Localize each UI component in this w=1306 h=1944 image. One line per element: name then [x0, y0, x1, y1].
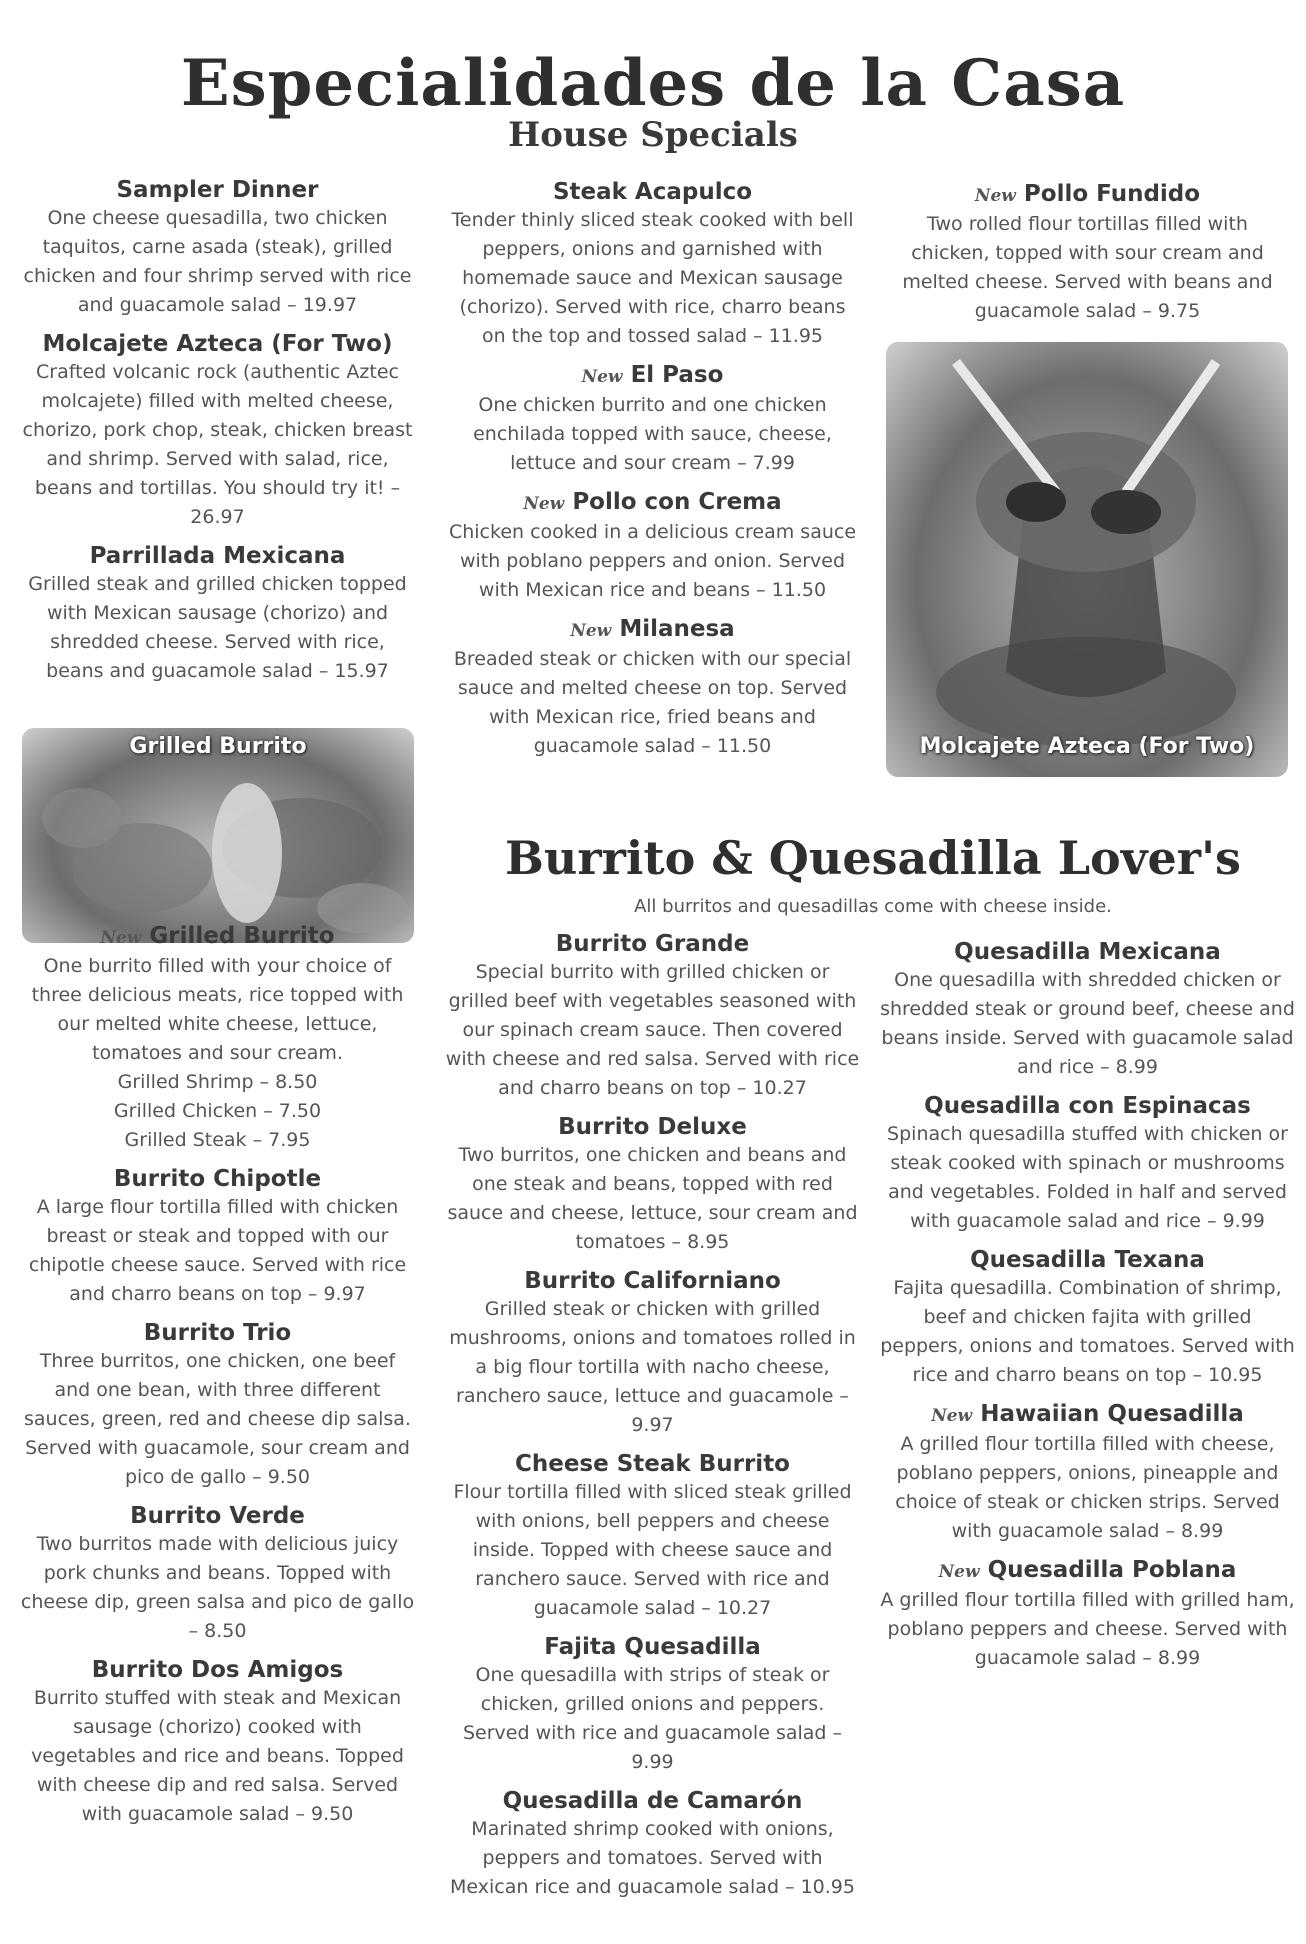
- menu-item: [445, 488, 860, 605]
- menu-item-description: A grilled flour tortilla filled with grilled ham, poblano peppers and cheese. Served with guacamole salad – 8.99: [880, 1589, 1295, 1669]
- menu-item: [445, 361, 860, 478]
- menu-item: [445, 930, 860, 1103]
- right-column: [885, 180, 1290, 336]
- menu-item-description: Grilled steak and grilled chicken topped with Mexican sausage (chorizo) and shredded cheese. Served with rice, beans and guacamole salad – 15.97: [28, 573, 407, 682]
- menu-item-description: Chicken cooked in a delicious cream sauce with poblano peppers and onion. Served with Mexican rice and beans – 11.50: [448, 521, 857, 601]
- menu-item-title: Hawaiian Quesadilla: [980, 1401, 1244, 1427]
- menu-item-title: Quesadilla con Espinacas: [924, 1093, 1251, 1119]
- menu-item-description: Special burrito with grilled chicken or grilled beef with vegetables seasoned with our spinach cream sauce. Then covered with cheese and red salsa. Served with rice and charro beans on top – 10.27: [445, 961, 860, 1099]
- menu-item-description: Spinach quesadilla stuffed with chicken or steak cooked with spinach or mushrooms and vegetables. Folded in half and served with guacamole salad and rice – 9.99: [887, 1123, 1288, 1232]
- menu-item-name: [20, 1165, 415, 1193]
- menu-item-title: Milanesa: [619, 616, 735, 642]
- new-badge: New: [938, 1562, 980, 1582]
- menu-item-title: Burrito Trio: [143, 1320, 292, 1346]
- menu-item-title: Burrito Deluxe: [558, 1114, 747, 1140]
- food-image-icon: [886, 342, 1288, 777]
- molcajete-photo: [886, 342, 1288, 777]
- menu-item: [445, 1633, 860, 1777]
- menu-item-name: [20, 1319, 415, 1347]
- left-column: [20, 176, 415, 696]
- section-title: Burrito & Quesadilla Lover's: [505, 831, 1241, 885]
- menu-item-title: Burrito Verde: [130, 1503, 305, 1529]
- menu-item-name: [880, 1092, 1295, 1120]
- menu-item: [445, 1113, 860, 1257]
- menu-item-description: Burrito stuffed with steak and Mexican sausage (chorizo) cooked with vegetables and rice and beans. Topped with cheese dip and red salsa. Served with guacamole salad – 9.50: [31, 1687, 404, 1825]
- menu-item-name: [880, 1556, 1295, 1586]
- menu-item: [20, 542, 415, 686]
- menu-item: [885, 180, 1290, 326]
- menu-item-name: [880, 1246, 1295, 1274]
- menu-item: [20, 1502, 415, 1646]
- burrito-middle-column: [445, 930, 860, 1912]
- menu-item-title: Parrillada Mexicana: [89, 543, 346, 569]
- menu-item-name: [885, 180, 1290, 210]
- page-subtitle: House Specials: [508, 115, 798, 155]
- menu-item-option: Grilled Chicken – 7.50: [113, 1100, 322, 1122]
- menu-item-name: [445, 1267, 860, 1295]
- menu-item-title: Pollo Fundido: [1023, 181, 1201, 207]
- menu-item: [880, 938, 1295, 1082]
- menu-item-title: Steak Acapulco: [552, 179, 753, 205]
- menu-item-name: [20, 176, 415, 204]
- menu-item-description: One cheese quesadilla, two chicken taquitos, carne asada (steak), grilled chicken and four shrimp served with rice and guacamole salad – 19.97: [23, 207, 412, 316]
- menu-item-description: Two rolled flour tortillas filled with chicken, topped with sour cream and melted cheese. Served with beans and guacamole salad – 9.75: [902, 213, 1273, 322]
- menu-item-description: Flour tortilla filled with sliced steak grilled with onions, bell peppers and cheese inside. Topped with cheese sauce and ranchero sauce. Served with rice and guacamole salad – 10.27: [453, 1481, 852, 1619]
- menu-item-title: Cheese Steak Burrito: [514, 1451, 790, 1477]
- menu-item-name: [20, 922, 415, 952]
- new-badge: New: [974, 186, 1016, 206]
- menu-item-name: [20, 542, 415, 570]
- menu-item: [445, 1450, 860, 1623]
- menu-item-title: Burrito Dos Amigos: [91, 1657, 344, 1683]
- menu-item-description: Marinated shrimp cooked with onions, peppers and tomatoes. Served with Mexican rice and guacamole salad – 10.95: [450, 1818, 855, 1898]
- menu-item-name: [880, 1400, 1295, 1430]
- menu-item-description: One burrito filled with your choice of three delicious meats, rice topped with our melted white cheese, lettuce, tomatoes and sour cream.: [31, 955, 404, 1064]
- menu-item-description: A large flour tortilla filled with chicken breast or steak and topped with our chipotle cheese sauce. Served with rice and charro beans on top – 9.97: [28, 1196, 407, 1305]
- menu-item-title: Quesadilla Texana: [970, 1247, 1205, 1273]
- menu-item-name: [445, 1787, 860, 1815]
- middle-column: [445, 178, 860, 771]
- new-badge: New: [100, 928, 142, 948]
- menu-item-description: A grilled flour tortilla filled with cheese, poblano peppers, onions, pineapple and choice of steak or chicken strips. Served with guacamole salad – 8.99: [895, 1433, 1280, 1542]
- menu-item: [445, 1267, 860, 1440]
- menu-item-title: Burrito Chipotle: [113, 1166, 322, 1192]
- menu-item: [880, 1556, 1295, 1673]
- page-title: Especialidades de la Casa: [180, 46, 1126, 121]
- menu-item-description: Breaded steak or chicken with our special sauce and melted cheese on top. Served with Mexican rice, fried beans and guacamole salad – 11.50: [453, 648, 852, 757]
- menu-item-title: Molcajete Azteca (For Two): [42, 331, 393, 357]
- menu-item-title: Pollo con Crema: [572, 489, 782, 515]
- section-note: All burritos and quesadillas come with cheese inside.: [634, 896, 1112, 917]
- menu-item: [445, 615, 860, 761]
- new-badge: New: [570, 621, 612, 641]
- menu-item-name: [445, 615, 860, 645]
- menu-item-name: [880, 938, 1295, 966]
- menu-item-name: [445, 178, 860, 206]
- menu-item-name: [445, 488, 860, 518]
- menu-item: [20, 330, 415, 532]
- photo-caption: Molcajete Azteca (For Two): [919, 734, 1255, 759]
- menu-item: [880, 1092, 1295, 1236]
- menu-item-description: One quesadilla with strips of steak or chicken, grilled onions and peppers. Served with rice and guacamole salad – 9.99: [462, 1664, 843, 1773]
- menu-item: [20, 1165, 415, 1309]
- menu-item-name: [445, 1450, 860, 1478]
- menu-item: [880, 1246, 1295, 1390]
- menu-item-description: One chicken burrito and one chicken enchilada topped with sauce, cheese, lettuce and sour cream – 7.99: [473, 394, 832, 474]
- menu-item-description: Tender thinly sliced steak cooked with bell peppers, onions and garnished with homemade sauce and Mexican sausage (chorizo). Served with rice, charro beans on the top and tossed salad – 11.95: [451, 209, 854, 347]
- menu-item-name: [20, 1502, 415, 1530]
- menu-item-name: [445, 361, 860, 391]
- menu-item-name: [445, 1113, 860, 1141]
- left-column-lower: [20, 922, 415, 1839]
- menu-item: [445, 178, 860, 351]
- menu-item: [20, 176, 415, 320]
- menu-item-name: [445, 930, 860, 958]
- menu-item-option: Grilled Steak – 7.95: [124, 1129, 311, 1151]
- menu-item-title: Burrito Californiano: [524, 1268, 781, 1294]
- menu-item-title: Quesadilla de Camarón: [502, 1788, 803, 1814]
- new-badge: New: [581, 367, 623, 387]
- menu-item-title: El Paso: [630, 362, 724, 388]
- menu-item-name: [20, 330, 415, 358]
- menu-item: [20, 922, 415, 1155]
- new-badge: New: [523, 494, 565, 514]
- menu-item-description: Fajita quesadilla. Combination of shrimp, beef and chicken fajita with grilled peppers, onions and tomatoes. Served with rice and charro beans on top – 10.95: [880, 1277, 1295, 1386]
- food-image-icon: [22, 728, 414, 943]
- menu-item-description: Two burritos, one chicken and beans and one steak and beans, topped with red sauce and cheese, lettuce, sour cream and tomatoes – 8.95: [447, 1144, 858, 1253]
- menu-item: [880, 1400, 1295, 1546]
- menu-item-title: Fajita Quesadilla: [544, 1634, 761, 1660]
- grilled-burrito-photo: [22, 728, 414, 943]
- menu-item-description: Grilled steak or chicken with grilled mushrooms, onions and tomatoes rolled in a big flour tortilla with nacho cheese, ranchero sauce, lettuce and guacamole – 9.97: [449, 1298, 856, 1436]
- menu-item-description: Two burritos made with delicious juicy pork chunks and beans. Topped with cheese dip, green salsa and pico de gallo – 8.50: [20, 1533, 415, 1642]
- menu-item-description: Three burritos, one chicken, one beef and one bean, with three different sauces, green, red and cheese dip salsa. Served with guacamole, sour cream and pico de gallo – 9.50: [24, 1350, 411, 1488]
- menu-item-name: [20, 1656, 415, 1684]
- burrito-right-column: [880, 938, 1295, 1683]
- menu-item-name: [445, 1633, 860, 1661]
- new-badge: New: [931, 1406, 973, 1426]
- menu-item: [20, 1656, 415, 1829]
- photo-caption: Grilled Burrito: [129, 734, 307, 759]
- menu-item-title: Quesadilla Mexicana: [954, 939, 1221, 965]
- menu-item: [20, 1319, 415, 1492]
- menu-item-title: Quesadilla Poblana: [987, 1557, 1237, 1583]
- menu-item-title: Grilled Burrito: [149, 923, 335, 949]
- menu-item-option: Grilled Shrimp – 8.50: [117, 1071, 318, 1093]
- menu-item-title: Burrito Grande: [555, 931, 750, 957]
- menu-item-description: One quesadilla with shredded chicken or shredded steak or ground beef, cheese and beans inside. Served with guacamole salad and rice – 8.99: [880, 969, 1295, 1078]
- menu-item: [445, 1787, 860, 1902]
- menu-item-description: Crafted volcanic rock (authentic Aztec molcajete) filled with melted cheese, chorizo, pork chop, steak, chicken breast and shrimp. Served with salad, rice, beans and tortillas. You should try it! – 26.97: [22, 361, 413, 528]
- menu-item-title: Sampler Dinner: [116, 177, 319, 203]
